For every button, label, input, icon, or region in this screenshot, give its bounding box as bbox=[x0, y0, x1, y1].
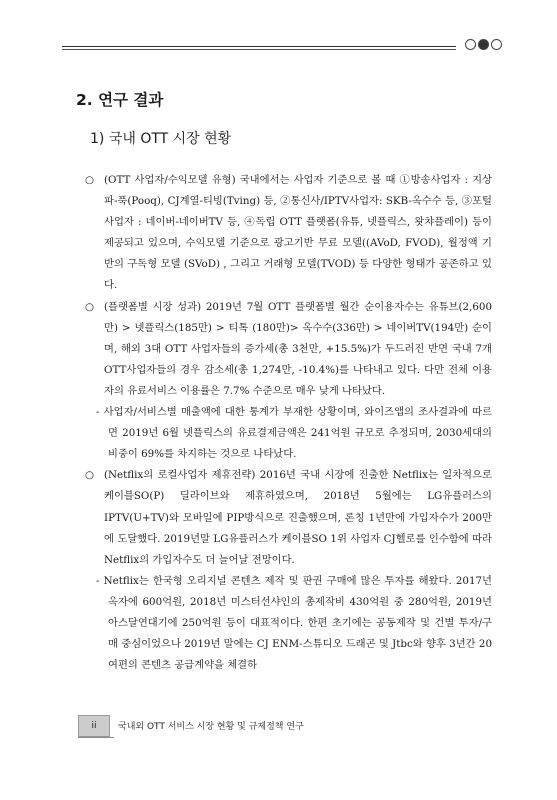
dash-marker: - bbox=[96, 574, 100, 587]
paragraph bbox=[85, 465, 492, 570]
sub-paragraph bbox=[89, 571, 492, 676]
paragraph-text: (OTT 사업자/수익모델 유형) 국내에서는 사업자 기준으로 볼 때 ①방송사업자 : 지상파-푹(Pooq), CJ계열-티빙(Tving) 등, ②통신사/IPTV사업자: SKB-옥수수 등, ③포털사업자 : 네이버-네이버TV 등, ④독립 OTT 플랫폼(유튜, 넷플릭스, 왓챠플레이) 등이 제공되고 있으며, 수익모델 기준으로 광고기반 무료 모델((AVoD, FVOD), 월정액 기반의 구독형 모델 (SVoD) , 그리고 거래형 모델(TVOD) 등 다양한 형태가 공존하고 있다. bbox=[104, 174, 492, 292]
sub-paragraph bbox=[89, 402, 492, 465]
header-rule-thin bbox=[62, 49, 456, 50]
ornament-circle bbox=[491, 39, 502, 50]
footer-title: 국내외 OTT 서비스 시장 현황 및 규제정책 연구 bbox=[118, 722, 304, 732]
bullet-marker: ○ bbox=[85, 174, 94, 186]
ornament-circle bbox=[465, 39, 476, 50]
paragraph-text: 사업자/서비스별 매출액에 대한 통계가 부재한 상황이며, 와이즈앱의 조사결과에 따르면 2019년 6월 넷플릭스의 유료결제금액은 241억원 규모로 추정되며, 2030세대의 비중이 69%를 차지하는 것으로 나타났다. bbox=[103, 406, 492, 461]
page-number: ii bbox=[78, 715, 110, 737]
paragraph bbox=[85, 170, 492, 297]
bullet-marker: ○ bbox=[85, 469, 94, 482]
subsection-title: 1) 국내 OTT 시장 현황 bbox=[90, 131, 232, 147]
paragraph bbox=[85, 297, 492, 402]
dash-marker: - bbox=[96, 406, 100, 419]
paragraph-text: (Netflix의 로컬사업자 제휴전략) 2016년 국내 시장에 진출한 Netflix는 일차적으로 케이블SO(P) 딜라이브와 제휴하였으며, 2018년 5월에는 LG유플러스의 IPTV(U+TV)와 모바일에 PIP방식으로 진출했으며, 론칭 1년만에 가입자수가 200만에 도달했다. 2019년말 LG유플러스가 케이블SO 1위 사업자 CJ헬로를 인수함에 따라 Netflix의 가입자수도 더 늘어날 전망이다. bbox=[104, 469, 492, 566]
header-ornament bbox=[465, 39, 502, 50]
footer-rule bbox=[78, 737, 114, 738]
page-header bbox=[62, 36, 502, 56]
paragraph-text: Netflix는 한국형 오리지널 콘텐츠 제작 및 판권 구매에 많은 투자를 해왔다. 2017년 옥자에 600억원, 2018년 미스터선샤인의 총제작비 430억원 중 280억원, 2019년 아스달연대기에 250억원 등이 대표적이다. 한편 초기에는 공동제작 및 건별 투자/구매 중심이었으나 2019년 말에는 CJ ENM-스튜디오 드래곤 및 Jtbc와 향후 3년간 20여편의 콘텐츠 공급계약을 체결하 bbox=[103, 574, 492, 672]
header-rule bbox=[62, 46, 456, 47]
section-title: 2. 연구 결과 bbox=[76, 91, 164, 109]
paragraph-text: (플랫폼별 시장 성과) 2019년 7월 OTT 플랫폼별 월간 순이용자수는 유튜브(2,600만) > 넷플릭스(185만) > 티톡 (180만)> 옥수수(336만) > 네이버TV(194만) 순이며, 해외 3대 OTT 사업자들의 증가세(총 3천만, +15.5%)가 두드러진 반면 국내 7개 OTT사업자들의 경우 감소세(총 1,274만, -10.4%)를 나타내고 있다. 다만 전체 이용자의 유료서비스 이용률은 7.7% 수준으로 매우 낮게 나타났다. bbox=[104, 300, 492, 397]
page-footer bbox=[78, 715, 498, 739]
bullet-marker: ○ bbox=[85, 300, 94, 313]
ornament-circle-filled bbox=[478, 39, 489, 50]
body-text bbox=[85, 170, 492, 676]
